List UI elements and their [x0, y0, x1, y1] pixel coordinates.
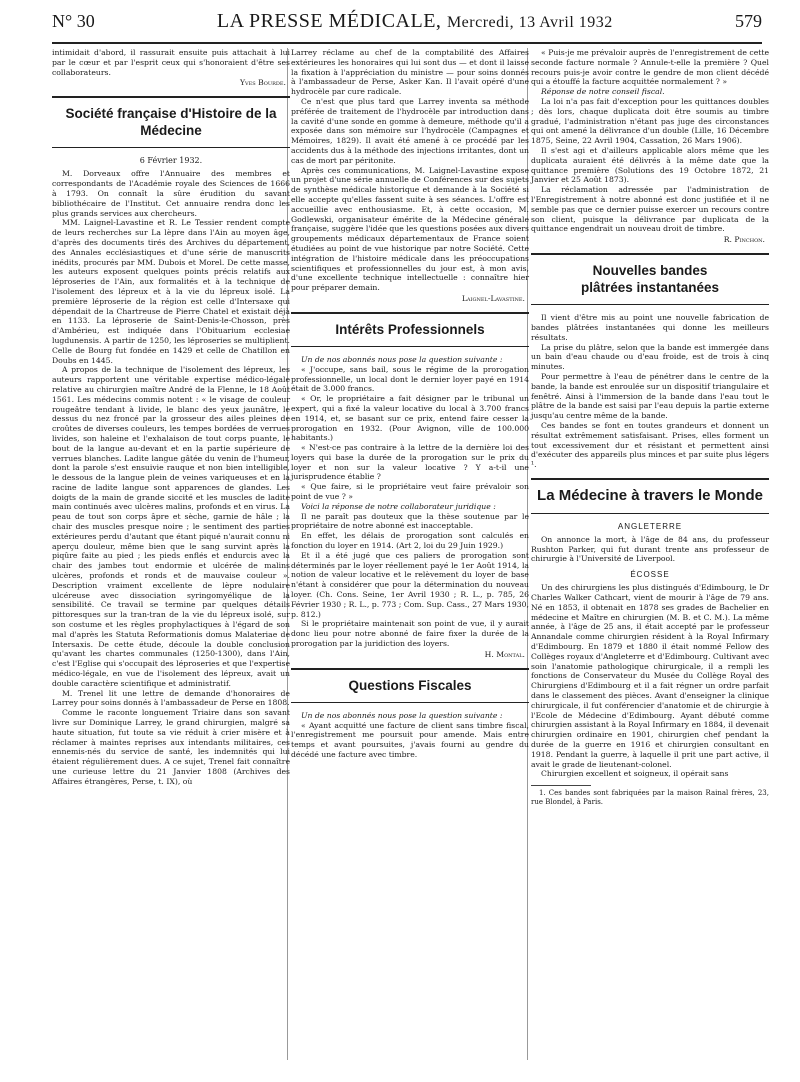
article-paragraph: Comme le raconte longuement Triaire dans son savant livre sur Dominique Larrey, le grand chirurgien, malgré sa haute situation, fut toute sa vie réduit à crier misère et à réclamer à maintes reprises aux intendants militaires, ces ennemis-nés du service de santé, les indemnités qui lui étaient régulièrement dues. A ce sujet, Trenel fait connaître une curieuse lettre du 21 Janvier 1808 (Archives des Affaires étrangères, Perse, t. IX), où — [52, 708, 290, 786]
meeting-date: 6 Février 1932. — [139, 156, 203, 166]
article-paragraph: Pour permettre à l'eau de pénétrer dans le centre de la bande, la bande est enroulée sur un dispositif triangulaire et fenêtré. Ainsi à l'immersion de la bande dans l'eau tout le plâtre de la bande est saisi par l'eau depuis la partie externe jusqu'au centre même de la bande. — [531, 371, 769, 421]
article-paragraph: Si le propriétaire maintenait son point de vue, il y aurait donc lieu pour notre abonné de faire fixer la durée de la prorogation par la juridiction des loyers. — [291, 619, 529, 649]
article-paragraph: MM. Laignel-Lavastine et R. Le Tessier rendent compte de leurs recherches sur La lèpre dans l'Ain au moyen âge, d'après des documents tirés des Archives du département, des Annales ecclésiastiques et d'une série de manuscrits inédits, procurés par MM. Dubois et Morel. De cette masse, les auteurs exposent quelques points précis relatifs aux léproseries de l'Ain, aux formalités et à la technique de l'isolement des lépreux et à la vie du lépreux isolé. La première léproserie de la région est celle d'Intersaxe qui dépendait de la Chartreuse de Pierre Chatel et existait déjà en 1133. La léproserie de Saint-Denis-le-Chosson, près d'Ambérieu, est indiquée dans l'Obituarium ecclesiae lugdunensis. A partir de 1250, les léproseries se multiplient. Celle de Bourg fut fondée en 1429 et celle de Chatillon en Doubs en 1445. — [52, 218, 290, 365]
column-2 — [291, 48, 529, 760]
section-title: Questions Fiscales — [348, 677, 472, 693]
section-header — [531, 478, 769, 514]
article-paragraph: Ce n'est que plus tard que Larrey inventa sa méthode préférée de traitement de l'hydrocèle par introduction dans la cavité d'une sonde en gomme à demeure, méthode qu'il a exposée dans son mémoire sur l'hydrocèle (Campagnes et Mémoires, 1829). Il avait été amené à ce procédé par les accidents dus à la méthode des injections irritantes, dont un cas de mort par péritonite. — [291, 96, 529, 165]
author-signature: Laignel-Lavastine. — [461, 293, 525, 303]
article-paragraph: Réponse de notre conseil fiscal. — [541, 87, 665, 97]
section-header — [291, 668, 529, 703]
journal-title: LA PRESSE MÉDICALE, — [216, 10, 442, 32]
article-paragraph: « Que faire, si le propriétaire veut faire prévaloir son point de vue ? » — [291, 482, 529, 502]
article-paragraph: « Ayant acquitté une facture de client sans timbre fiscal, l'enregistrement me poursuit pour amende. Mais entre temps et avant poursuites, j'avais fourni au gendre du décédé une facture avec timbre. — [291, 720, 529, 760]
article-paragraph: Un des chirurgiens les plus distingués d'Edimbourg, le Dr Charles Walker Cathcart, vient de mourir à l'âge de 79 ans. Né en 1853, il obtenait en 1878 ses grades de Bachelier en médecine et Maître en chirurgien (M. B. et C. M.). La même année, à l'âge de 25 ans, il était accepté par le professeur Annandale comme chirurgien résident à la Royal Infirmary d'Edimbourg. En 1879 et 1880 il était nommé Fellow des Collèges royaux d'Angleterre et d'Edimbourg. Cultivant avec soin l'anatomie pathologique chirurgicale, il a rempli les fonctions de Conservateur du Musée du Collège Royal des Chirurgiens d'Edimbourg et il a fait régner un ordre parfait dans le classement des pièces. Avant d'enseigner la clinique chirurgicale, il fut conférencier d'anatomie et de chirurgie à l'Ecole de Médecine d'Edimbourg. Ayant débuté comme chirurgien assistant à la Royal Infirmary en 1884, il devenait chirurgien ordinaire en 1901, chirurgien chef pendant la durée de la guerre en 1916 et chirurgien consultant en 1918. Pendant la guerre, à laquelle il prit une part active, il avait le grade de lieutenant-colonel. — [531, 583, 769, 769]
article-paragraph: « Or, le propriétaire a fait désigner par le tribunal un expert, qui a fixé la valeur locative du local à 3.700 francs en 1914, et, se basant sur ce prix, entend faire cesser la prorogation en 1932. (Pour Avignon, ville de 100.000 habitants.) — [291, 394, 529, 443]
article-paragraph: Un de nos abonnés nous pose la question suivante : — [301, 354, 503, 364]
author-signature: H. Montal. — [484, 649, 525, 659]
header-rule — [52, 42, 762, 44]
section-title: Intérêts Professionnels — [335, 321, 485, 337]
journal-masthead — [217, 10, 613, 33]
article-paragraph: « J'occupe, sans bail, sous le régime de la prorogation professionnelle, un local dont le dernier loyer payé en 1914 était de 3.000 francs. — [291, 364, 529, 394]
article-paragraph: Il vient d'être mis au point une nouvelle fabrication de bandes plâtrées instantanées qui donne les meilleurs résultats. — [531, 313, 769, 342]
intro-paragraph: intimidait d'abord, il rassurait ensuite puis attachait à lui par le cœur et par l'esprit ceux qui s'honoraient d'être ses collaborateurs. — [52, 48, 290, 77]
article-paragraph: A propos de la technique de l'isolement des lépreux, les auteurs rapportent une véritable expertise médico-légale relative au chirurgien maître André de la Flenne, le 18 Août 1561. Les médecins commis notent : « le visage de couleur rougeâtre tendant à livide, le blanc des yeux jaunâtre, le dessus du nez froncé par la grosseur des ailes pleines de croûtes de diverses couleurs, les tempes bordées de verrues livides, son haleine et l'exhalaison de tout corps puante, le bout de la langue au-devant et en la partie supérieure de verrues blanches. Ladite langue gâtée du venin de l'humeur, dont la parole s'est ensuivie rauque et non bien intelligible, le dessous de la langue plein de veines variqueuses et en la racine de ladite langue sont apparences de glandes. Les doigts de la main de grande siccité et les muscles de ladite main continués avec ulcères malins, profonds et en virus. La peau de tout son corps âpre et sèche, garnie de hâle ; la chair des muscles presque noire ; le sentiment des parties extérieures perdu d'autant que étant piqué n'aurait connu ni aperçu douleur, même bien que le sang survint après la piqûre faite au pied ; les pieds enflés et endurcis avec la chair des jambes tout endormie et ulcérée de malins ulcères, profonds et ronds et de mauvaise couleur ». Description vraiment excellente de lèpre nodulaire ulcéreuse avec dissociation syringomyélique de la sensibilité. Ce travail se termine par quelques détails pittoresques sur la tran-tran de la vie du lépreux isolé, sur son costume et les règles prophylactiques à l'égard de son mal d'après les Statuta Reformationis domus Malateriae de Intersaxis. De cette étude, découle la double conclusion qu'avant les chartes communales (1250-1300), dans l'Ain, c'est l'Eglise qui s'occupait des léproseries et que l'expertise médico-légale, en vue de l'isolement des lépreux, avait un double caractère scientifique et administratif. — [52, 365, 290, 688]
article-paragraph: Il s'est agi et d'ailleurs applicable alors même que les duplicata auraient été délivrés à la même date que la quittance première (Solutions des 19 Octobre 1872, 21 Janvier et 25 Août 1873). — [531, 145, 769, 185]
author-signature: R. Pinchon. — [723, 235, 765, 245]
issue-date: Mercredi, 13 Avril 1932 — [446, 14, 613, 31]
column-1 — [52, 48, 290, 787]
section-header — [291, 312, 529, 347]
section-title: plâtrées instantanées — [580, 280, 720, 296]
article-paragraph: Il ne paraît pas douteux que la thèse soutenue par le propriétaire de notre abonné est inacceptable. — [291, 511, 529, 531]
country-heading: ÉCOSSE — [630, 570, 670, 580]
footnote-rule — [531, 785, 591, 786]
column-3 — [531, 48, 769, 807]
section-title: Société française d'Histoire de la Médecine — [65, 106, 277, 139]
article-paragraph: Après ces communications, M. Laignel-Lavastine expose un projet d'une série annuelle de Conférences sur des sujets de synthèse médicale historique et demande à la Société si elle accepte qu'elles fassent suite à ses séances. L'offre est accueillie avec enthousiasme. Et, à cette occasion, M. Godlewski, organisateur émérite de la Médecine générale française, suggère l'idée que les questions posées aux divers groupements médicaux départementaux de France soient étudiées au point de vue historique par notre Société. Cette intégration de l'histoire médicale dans les préoccupations scientifiques et professionnelles du jour est, à mon avis, d'une excellente technique intellectuelle : connaître hier pour préparer demain. — [291, 165, 529, 293]
article-paragraph: « Puis-je me prévaloir auprès de l'enregistrement de cette seconde facture normale ? Annule-t-elle la première ? Quel recours puis-je avoir contre le gendre de mon client décédé qui a étouffé la facture acquittée normalement ? » — [531, 48, 769, 87]
page-number: 579 — [734, 11, 762, 31]
footnote: 1. Ces bandes sont fabriquées par la maison Rainal frères, 23, rue Blondel, à Paris. — [531, 789, 769, 807]
article-paragraph: Voici la réponse de notre collaborateur juridique : — [301, 501, 496, 511]
article-paragraph: Larrey réclame au chef de la comptabilité des Affaires extérieures les honoraires qui lui sont dus — et dont il laisse la fixation à l'appréciation du ministre — pour soins donnés à l'ambassadeur de Perse, Asker Kan. Il l'avait opéré d'une hydrocèle par cure radicale. — [291, 48, 529, 97]
article-paragraph: Et il a été jugé que ces paliers de prorogation sont déterminés par le loyer réellement payé le 1er Août 1914, la notion de valeur locative et le relèvement du loyer de base n'étant à considérer que pour la détermination du nouveau loyer. (Ch. Cons. Seine, 1er Avril 1930 ; R. L., p. 785, 26 Février 1930 ; R. L., p. 773 ; Com. Sup. Cass., 27 Mars 1930, p. 812.) — [291, 550, 529, 619]
section-title: Nouvelles bandes — [592, 263, 708, 279]
article-paragraph: En effet, les délais de prorogation sont calculés en fonction du loyer en 1914. (Art 2, loi du 29 Juin 1929.) — [291, 531, 529, 551]
article-paragraph: La loi n'a pas fait d'exception pour les quittances doubles ; dès lors, chaque duplicata doit être soumis au timbre gradué, l'administration n'étant pas juge des circonstances qui ont amené la délivrance d'un double (Lille, 16 Décembre 1875, Seine, 22 Avril 1904, Cassation, 26 Mars 1906). — [531, 96, 769, 146]
author-signature: Yves Bourde. — [239, 78, 286, 88]
article-paragraph: M. Dorveaux offre l'Annuaire des membres et correspondants de l'Académie royale des Sciences de 1666 à 1793. On connaît la sûre érudition du savant bibliothécaire de l'Institut. Cet annuaire rendra donc les plus grands services aux chercheurs. — [52, 169, 290, 218]
section-title: La Médecine à travers le Monde — [537, 486, 763, 504]
article-paragraph: « N'est-ce pas contraire à la lettre de la dernière loi des loyers qui base la durée de la prorogation sur le prix du loyer et non sur la valeur locative ? Y a-t-il une jurisprudence établie ? — [291, 443, 529, 482]
article-paragraph: Un de nos abonnés nous pose la question suivante : — [301, 710, 503, 720]
issue-number: N° 30 — [52, 11, 95, 31]
article-paragraph: La réclamation adressée par l'administration de l'Enregistrement à notre abonné est donc justifiée et il ne semble pas que ce dernier puisse exercer un recours contre son client, puisque la délivrance par duplicata de la quittance engendrait un nouveau droit de timbre. — [531, 185, 769, 234]
article-paragraph: M. Trenel lit une lettre de demande d'honoraires de Larrey pour soins donnés à l'ambassadeur de Perse en 1808. — [52, 688, 290, 708]
article-paragraph: Ces bandes se font en toutes grandeurs et donnent un résultat extrêmement satisfaisant. Prises, elles forment un tout excessivement dur et résistant et permettent ainsi d'exécuter des appareils plus minces et par suite plus légers ¹. — [531, 420, 769, 470]
page-header — [52, 10, 762, 40]
country-heading: ANGLETERRE — [617, 521, 683, 531]
section-header — [531, 253, 769, 305]
article-paragraph: On annonce la mort, à l'âge de 84 ans, du professeur Rushton Parker, qui fut durant trente ans professeur de chirurgie à l'Université de Liverpool. — [531, 534, 769, 564]
section-header — [52, 96, 290, 148]
article-paragraph: La prise du plâtre, selon que la bande est immergée dans un bain d'eau chaude ou d'eau froide, est de trois à cinq minutes. — [531, 342, 769, 372]
article-paragraph: Chirurgien excellent et soigneux, il opérait sans — [541, 769, 729, 779]
